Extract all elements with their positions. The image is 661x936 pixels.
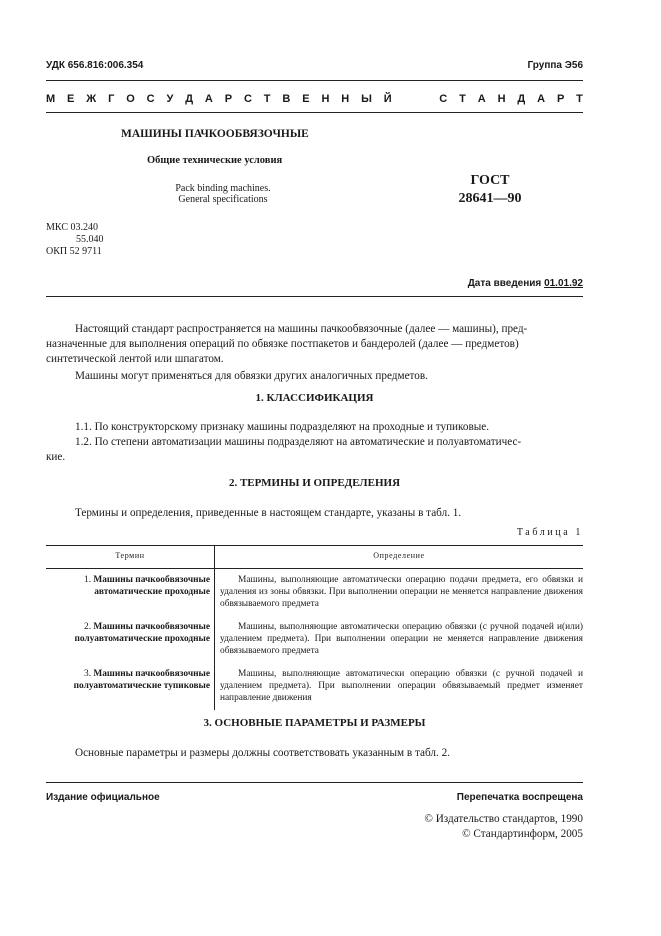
gost-number: 28641—90 bbox=[458, 191, 522, 206]
banner-letter: Ы bbox=[361, 93, 372, 105]
banner-letter: Е bbox=[67, 93, 75, 105]
definition-cell: Машины, выполняющие автоматически операцию обвязки (с ручной подачей и(или) удалением предмета). При выполнении операции не меняется направление движения обвязываемого предмета bbox=[220, 622, 583, 656]
table-row bbox=[46, 569, 583, 617]
banner-letter: Д bbox=[185, 93, 194, 105]
banner-letter: Т bbox=[576, 93, 583, 105]
mks-code-2: 55.040 bbox=[76, 234, 104, 245]
column-header-definition: Определение bbox=[215, 546, 584, 569]
english-title-line2: General specifications bbox=[178, 194, 268, 205]
table-1-caption: Таблица 1 bbox=[516, 527, 583, 538]
intro-line-1: Настоящий стандарт распространяется на машины пачкообвязочные (далее — машины), пред- bbox=[75, 323, 528, 335]
standard-subtitle: Общие технические условия bbox=[147, 155, 283, 166]
term-number: 1. bbox=[84, 575, 92, 585]
banner-letter: С bbox=[243, 93, 252, 105]
banner-letter: Р bbox=[224, 93, 233, 105]
clause-1-2-line2: кие. bbox=[46, 451, 66, 463]
banner-letter bbox=[421, 93, 427, 105]
reprint-notice: Перепечатка воспрещена bbox=[456, 792, 583, 803]
udk-code: УДК 656.816:006.354 bbox=[46, 60, 144, 71]
term-cell bbox=[46, 616, 215, 663]
intro-date-label: Дата введения bbox=[467, 278, 542, 289]
copyright-block bbox=[424, 812, 583, 842]
banner-letter: Т bbox=[263, 93, 271, 105]
banner-letter: Г bbox=[108, 93, 115, 105]
banner-letter: Й bbox=[383, 93, 392, 105]
term-name-line2: полуавтоматические тупиковые bbox=[73, 681, 210, 691]
classification-codes bbox=[46, 222, 104, 258]
section-2-heading: 2. ТЕРМИНЫ И ОПРЕДЕЛЕНИЯ bbox=[228, 477, 401, 489]
term-name-line2: полуавтоматические проходные bbox=[74, 634, 210, 644]
clause-1-1: 1.1. По конструкторскому признаку машины подразделяют на проходные и тупиковые. bbox=[75, 421, 490, 433]
banner-letter: Д bbox=[517, 93, 526, 105]
banner-letter: А bbox=[477, 93, 486, 105]
banner-letter: Н bbox=[321, 93, 330, 105]
banner-letter: Р bbox=[556, 93, 565, 105]
table-row bbox=[46, 616, 583, 663]
official-edition: Издание официальное bbox=[46, 792, 160, 803]
english-title bbox=[167, 183, 279, 205]
interstate-standard-banner bbox=[46, 93, 583, 105]
group-code: Группа Э56 bbox=[527, 60, 583, 71]
gost-label: ГОСТ bbox=[470, 173, 510, 188]
term-number: 3. bbox=[84, 669, 92, 679]
section-1-body bbox=[46, 420, 583, 465]
banner-letter: А bbox=[204, 93, 213, 105]
mks-code: МКС 03.240 bbox=[46, 222, 98, 233]
table-row bbox=[46, 663, 583, 710]
intro-line-2: назначенные для выполнения операций по обвязке постпакетов и бандеролей (далее — предметов) bbox=[46, 338, 519, 350]
term-cell bbox=[46, 663, 215, 710]
intro-line-4: Машины могут применяться для обвязки других аналогичных предметов. bbox=[75, 370, 428, 382]
banner-letter bbox=[404, 93, 410, 105]
term-number: 2. bbox=[84, 622, 92, 632]
banner-letter: С bbox=[439, 93, 448, 105]
table-header-row bbox=[46, 546, 583, 569]
banner-letter: В bbox=[282, 93, 291, 105]
date-rule bbox=[46, 296, 583, 297]
term-cell bbox=[46, 569, 215, 617]
intro-date bbox=[468, 278, 583, 289]
definition-cell: Машины, выполняющие автоматически операцию обвязки (с ручной подачей и удалением предмета). При выполнении операции обвязываемый предмет изменяет направление движения bbox=[220, 669, 583, 703]
banner-letter: С bbox=[146, 93, 155, 105]
banner-letter: Е bbox=[302, 93, 310, 105]
section-3-body: Основные параметры и размеры должны соответствовать указанным в табл. 2. bbox=[75, 747, 450, 759]
copyright-line-1: © Издательство стандартов, 1990 bbox=[424, 813, 583, 825]
intro-line-3: синтетической лентой или шпагатом. bbox=[46, 353, 224, 365]
banner-letter: Н bbox=[341, 93, 350, 105]
column-header-term: Термин bbox=[46, 546, 215, 569]
banner-letter: А bbox=[537, 93, 546, 105]
clause-1-2-line1: 1.2. По степени автоматизации машины подразделяют на автоматические и полуавтоматичес- bbox=[75, 436, 522, 448]
standard-title: МАШИНЫ ПАЧКООБВЯЗОЧНЫЕ bbox=[121, 128, 309, 140]
banner-letter: М bbox=[46, 93, 56, 105]
term-name-line1: Машины пачкообвязочные bbox=[93, 622, 210, 632]
okp-code: ОКП 52 9711 bbox=[46, 246, 102, 257]
banner-letter: Ж bbox=[86, 93, 97, 105]
section-2-intro: Термины и определения, приведенные в настоящем стандарте, указаны в табл. 1. bbox=[75, 507, 462, 519]
banner-letter: Н bbox=[497, 93, 506, 105]
footer-rule bbox=[46, 782, 583, 783]
section-3-heading: 3. ОСНОВНЫЕ ПАРАМЕТРЫ И РАЗМЕРЫ bbox=[203, 717, 426, 729]
header-rule-top bbox=[46, 80, 583, 81]
gost-designation bbox=[450, 172, 530, 208]
intro-date-value: 01.01.92 bbox=[544, 278, 583, 289]
banner-letter: Т bbox=[459, 93, 466, 105]
term-name-line1: Машины пачкообвязочные bbox=[93, 669, 210, 679]
terms-table bbox=[46, 545, 583, 710]
english-title-line1: Pack binding machines. bbox=[175, 183, 271, 194]
banner-letter: О bbox=[126, 93, 135, 105]
header-rule-bottom bbox=[46, 112, 583, 113]
banner-letter: У bbox=[166, 93, 174, 105]
section-1-heading: 1. КЛАССИФИКАЦИЯ bbox=[255, 392, 374, 404]
term-name-line2: автоматические проходные bbox=[94, 587, 210, 597]
term-name-line1: Машины пачкообвязочные bbox=[93, 575, 210, 585]
definition-cell: Машины, выполняющие автоматически операцию подачи предмета, его обвязки и удаления из зоны обвязки. При выполнении операции не меняется направление движения обвязываемого предмета bbox=[220, 575, 583, 609]
copyright-line-2: © Стандартинформ, 2005 bbox=[462, 828, 583, 840]
intro-paragraph bbox=[46, 322, 583, 384]
